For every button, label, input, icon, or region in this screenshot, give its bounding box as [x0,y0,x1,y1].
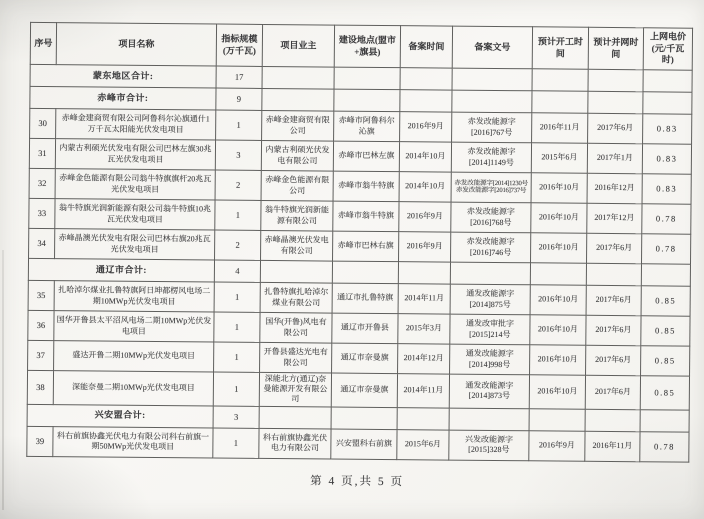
cell-price-empty [643,92,692,114]
cell-doc_no-empty [450,262,530,285]
cell-scale: 1 [213,428,259,458]
cell-location: 通辽市奈曼旗 [331,373,397,407]
cell-location: 通辽市奈曼旗 [332,343,398,374]
cell-name: 深能奈曼二期10MWp光伏发电项目 [53,371,213,406]
cell-location-empty [334,89,400,112]
cell-location: 通辽市开鲁县 [332,313,398,344]
cell-scale: 9 [216,88,262,110]
cell-filing_date: 2016年9月 [399,232,451,262]
cell-grid_date: 2017年12月 [587,203,642,233]
cell-doc_no: 兴发改能源字[2015]328号 [449,430,529,461]
cell-price: 0.85 [641,286,690,316]
cell-filing_date-empty [400,90,452,112]
cell-filing_date-empty [400,68,452,90]
cell-grid_date-empty [588,91,643,113]
cell-owner: 赤峰金色能源有限公司 [261,170,333,201]
cell-price: 0.83 [642,144,691,174]
cell-owner-empty [262,66,334,89]
cell-doc_no: 通发改能源字[2014]873号 [449,374,529,408]
cell-doc_no: 赤发改能源字[2016]746号 [451,232,531,263]
cell-owner: 翁牛特旗光润新能源有限公司 [261,200,333,231]
col-header-start_date: 预计开工时间 [532,27,588,69]
cell-filing_date: 2015年6月 [397,429,449,459]
cell-location: 通辽市扎鲁特旗 [332,283,398,314]
cell-grid_date: 2017年6月 [586,285,641,315]
cell-filing_date: 2016年9月 [400,112,452,142]
cell-location: 赤峰市巴林左旗 [333,141,399,172]
cell-no: 32 [29,168,55,198]
summary-label: 蒙东地区合计: [30,64,216,88]
cell-no: 38 [27,370,53,404]
cell-start_date: 2016年10月 [531,173,587,203]
cell-doc_no-empty [449,408,529,431]
document-content [26,22,693,491]
cell-name: 赤峰金色能源有限公司翁牛特旗旗杆20兆瓦光伏发电项目 [55,169,215,200]
scan-edge-artifact [2,250,4,510]
cell-filing_date: 2016年9月 [399,202,451,232]
cell-location: 赤峰市翁牛特旗 [333,201,399,232]
cell-start_date: 2016年10月 [531,203,587,233]
cell-price: 0.83 [643,114,692,144]
cell-start_date: 2016年11月 [532,113,588,143]
cell-scale: 2 [215,230,261,260]
cell-doc_no: 赤发改能源字[2016]767号 [452,112,532,143]
cell-scale: 4 [214,260,260,282]
cell-start_date: 2015年6月 [531,143,587,173]
cell-no: 39 [27,426,53,456]
cell-scale: 1 [215,200,261,230]
cell-doc_no: 赤发改能源字[2014]1149号 [451,142,531,173]
cell-location: 兴安盟科右前旗 [331,429,397,460]
cell-owner: 开鲁县盛达光电有限公司 [260,342,332,373]
cell-no: 35 [28,280,54,310]
pv-project-table [26,22,693,462]
cell-owner-empty [260,260,332,283]
col-header-name: 项目名称 [56,23,216,66]
cell-price: 0.85 [641,316,690,346]
cell-scale: 3 [213,406,259,428]
cell-owner: 科右前旗协鑫光伏电力有限公司 [259,428,331,459]
cell-name: 国华开鲁县太平沼风电场二期10MWp光伏发电项目 [54,311,214,342]
cell-no: 34 [29,228,55,258]
cell-name: 赤峰金建商贸有限公司阿鲁科尔沁旗通什1万千瓦太阳能光伏发电项目 [56,109,216,140]
cell-doc_no-empty [452,68,532,91]
cell-location-empty [332,261,398,284]
cell-start_date: 2016年10月 [529,375,585,409]
table-header [30,22,692,70]
cell-filing_date: 2014年10月 [399,142,451,172]
cell-scale: 1 [213,372,259,406]
cell-location-empty [331,407,397,430]
cell-start_date-empty [532,91,588,113]
cell-owner-empty [262,88,334,111]
cell-doc_no: 赤发改能源字[2014]1230号赤发改能源字[2016]737号 [451,172,531,203]
page-number-label: 第 4 页,共 5 页 [310,475,405,488]
cell-owner: 国华(开鲁)风电有限公司 [260,312,332,343]
cell-grid_date: 2016年12月 [587,173,642,203]
project-row [27,370,689,409]
cell-price-empty [640,409,689,431]
cell-owner: 内蒙古利硕光伏发电有限公司 [261,140,333,171]
cell-grid_date: 2017年6月 [586,315,641,345]
cell-no: 37 [28,340,54,370]
cell-grid_date: 2017年6月 [588,113,643,143]
cell-grid_date-empty [588,69,643,91]
cell-filing_date-empty [397,407,449,429]
cell-name: 内蒙古利硕光伏发电有限公司巴林左旗30兆瓦光伏发电项目 [55,139,215,170]
cell-start_date: 2016年10月 [530,345,586,375]
cell-filing_date-empty [398,262,450,284]
cell-filing_date: 2014年11月 [398,284,450,314]
col-header-doc_no: 备案文号 [452,26,532,69]
cell-name: 翁牛特旗光润新能源有限公司翁牛特旗10兆瓦光伏发电项目 [55,199,215,230]
cell-scale: 17 [216,66,262,88]
cell-scale: 1 [214,342,260,372]
cell-filing_date: 2014年10月 [399,172,451,202]
cell-owner: 扎鲁特旗扎哈淖尔煤业有限公司 [260,282,332,313]
col-header-location: 建设地点(盟市+旗县) [334,25,400,68]
cell-name: 盛达开鲁二期10MWp光伏发电项目 [54,341,214,372]
cell-doc_no: 通发改审批字[2015]214号 [450,314,530,345]
col-header-owner: 项目业主 [262,24,334,67]
cell-doc_no: 赤发改能源字[2016]768号 [451,202,531,233]
cell-owner: 深能北方(通辽)奈曼能源开发有限公司 [259,372,331,406]
cell-grid_date: 2017年1月 [587,143,642,173]
cell-start_date-empty [530,263,586,285]
cell-owner: 赤峰金建商贸有限公司 [262,110,334,141]
cell-scale: 1 [216,110,262,140]
cell-start_date: 2016年9月 [529,430,585,460]
cell-name: 赤峰晶澳光伏发电有限公司巴林右旗20兆瓦光伏发电项目 [55,229,215,260]
cell-scale: 1 [214,282,260,312]
cell-scale: 3 [215,140,261,170]
summary-label: 兴安盟合计: [27,404,213,428]
cell-scale: 1 [214,312,260,342]
col-header-filing_date: 备案时间 [400,26,452,68]
cell-price: 0.85 [641,346,690,376]
cell-no: 36 [28,310,54,340]
summary-label: 赤峰市合计: [30,86,216,110]
cell-location: 赤峰市巴林右旗 [333,231,399,262]
cell-location: 赤峰市翁牛特旗 [333,171,399,202]
cell-start_date-empty [532,69,588,91]
cell-grid_date: 2017年6月 [586,345,641,375]
project-row [27,426,689,462]
cell-grid_date: 2017年6月 [587,233,642,263]
cell-location: 赤峰市阿鲁科尔沁旗 [334,111,400,142]
cell-price-empty [643,70,692,92]
cell-name: 科右前旗协鑫光伏电力有限公司科右前旗一期50MWp光伏发电项目 [53,426,213,457]
cell-no: 31 [29,138,55,168]
cell-location-empty [334,67,400,90]
cell-price: 0.78 [640,431,689,461]
cell-price: 0.85 [640,376,689,410]
cell-owner: 赤峰晶澳光伏发电有限公司 [261,230,333,261]
cell-name: 扎哈淖尔煤业扎鲁特旗阿日坤都楞风电场二期10MWp光伏发电项目 [54,281,214,312]
table-body [27,64,692,461]
cell-filing_date: 2014年12月 [398,344,450,374]
col-header-price: 上网电价 (元/千瓦时) [643,28,692,70]
cell-no: 33 [29,198,55,228]
page-number-footer [26,470,688,492]
col-header-grid_date: 预计并网时间 [588,27,643,69]
cell-grid_date-empty [586,263,641,285]
cell-start_date: 2016年10月 [530,285,586,315]
cell-filing_date: 2014年11月 [397,374,449,408]
cell-doc_no-empty [452,90,532,113]
cell-grid_date-empty [585,409,640,431]
summary-label: 通辽市合计: [28,258,214,282]
cell-owner-empty [259,406,331,429]
cell-price: 0.83 [642,174,691,204]
cell-grid_date: 2016年11月 [585,431,640,461]
cell-doc_no: 通发改能源字[2014]875号 [450,284,530,315]
cell-scale: 2 [215,170,261,200]
col-header-scale: 指标规模 (万千瓦) [216,24,262,66]
cell-start_date: 2016年10月 [531,233,587,263]
col-header-no: 序号 [30,22,56,64]
cell-price: 0.78 [642,204,691,234]
cell-price-empty [641,264,690,286]
cell-price: 0.78 [642,234,691,264]
cell-start_date: 2016年10月 [530,315,586,345]
cell-no: 30 [30,108,56,138]
cell-grid_date: 2017年6月 [585,375,640,409]
header-row [30,22,692,70]
cell-doc_no: 通发改能源字[2014]998号 [450,344,530,375]
cell-start_date-empty [529,408,585,430]
cell-filing_date: 2015年3月 [398,314,450,344]
